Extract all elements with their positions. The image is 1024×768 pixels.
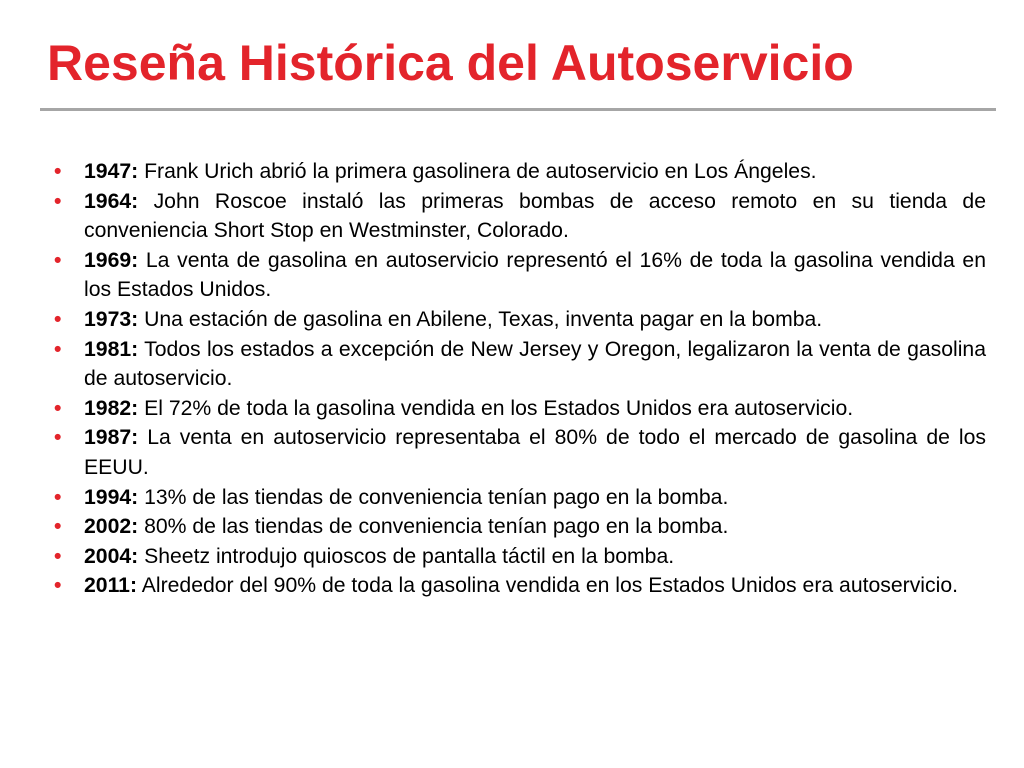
bullet-item <box>48 246 986 305</box>
bullet-item <box>48 483 986 513</box>
bullet-text: 13% de las tiendas de conveniencia tenían pago en la bomba. <box>138 485 729 509</box>
bullet-text: El 72% de toda la gasolina vendida en los Estados Unidos era autoservicio. <box>138 396 854 420</box>
bullet-icon: • <box>54 248 62 272</box>
bullet-item <box>48 394 986 424</box>
bullet-icon: • <box>54 574 62 598</box>
bullet-text: Alrededor del 90% de toda la gasolina vendida en los Estados Unidos era autoservicio. <box>137 574 958 598</box>
bullet-text: La venta de gasolina en autoservicio representó el 16% de toda la gasolina vendida en los Estados Unidos. <box>84 248 986 302</box>
bullet-year: 1973: <box>84 307 139 331</box>
bullet-year: 2002: <box>84 515 139 539</box>
bullet-text: Frank Urich abrió la primera gasolinera de autoservicio en Los Ángeles. <box>138 160 817 183</box>
bullet-text: John Roscoe instaló las primeras bombas de acceso remoto en su tienda de conveniencia Short Stop en Westminster, Colorado. <box>84 189 986 243</box>
bullet-year: 1982: <box>84 396 139 420</box>
bullet-item <box>48 423 986 482</box>
bullet-year: 2004: <box>84 544 139 568</box>
bullet-year: 1964: <box>84 189 139 213</box>
bullet-text: Todos los estados a excepción de New Jersey y Oregon, legalizaron la venta de gasolina de autoservicio. <box>84 337 986 391</box>
bullet-icon: • <box>54 160 62 183</box>
bullet-icon: • <box>54 396 62 420</box>
bullet-year: 1947: <box>84 160 139 183</box>
bullet-item <box>48 305 986 335</box>
bullet-icon: • <box>54 485 62 509</box>
bullet-icon: • <box>54 426 62 450</box>
bullet-year: 1987: <box>84 426 139 450</box>
bullet-item <box>48 571 986 601</box>
bullet-item <box>48 542 986 572</box>
history-bullet-list <box>48 157 986 601</box>
title-divider <box>40 108 996 111</box>
bullet-year: 1994: <box>84 485 139 509</box>
bullet-text: Una estación de gasolina en Abilene, Texas, inventa pagar en la bomba. <box>138 307 823 331</box>
bullet-item <box>48 157 986 187</box>
bullet-year: 1969: <box>84 248 139 272</box>
bullet-item <box>48 335 986 394</box>
bullet-icon: • <box>54 515 62 539</box>
bullet-icon: • <box>54 307 62 331</box>
bullet-year: 1981: <box>84 337 139 361</box>
bullet-icon: • <box>54 544 62 568</box>
slide-title: Reseña Histórica del Autoservicio <box>47 35 854 91</box>
bullet-icon: • <box>54 337 62 361</box>
bullet-text: Sheetz introdujo quioscos de pantalla táctil en la bomba. <box>138 544 675 568</box>
bullet-item <box>48 187 986 246</box>
bullet-year: 2011: <box>84 574 138 598</box>
bullet-item <box>48 512 986 542</box>
bullet-text: 80% de las tiendas de conveniencia tenían pago en la bomba. <box>138 515 729 539</box>
bullet-text: La venta en autoservicio representaba el 80% de todo el mercado de gasolina de los EEUU. <box>84 426 986 479</box>
bullet-icon: • <box>54 189 62 213</box>
